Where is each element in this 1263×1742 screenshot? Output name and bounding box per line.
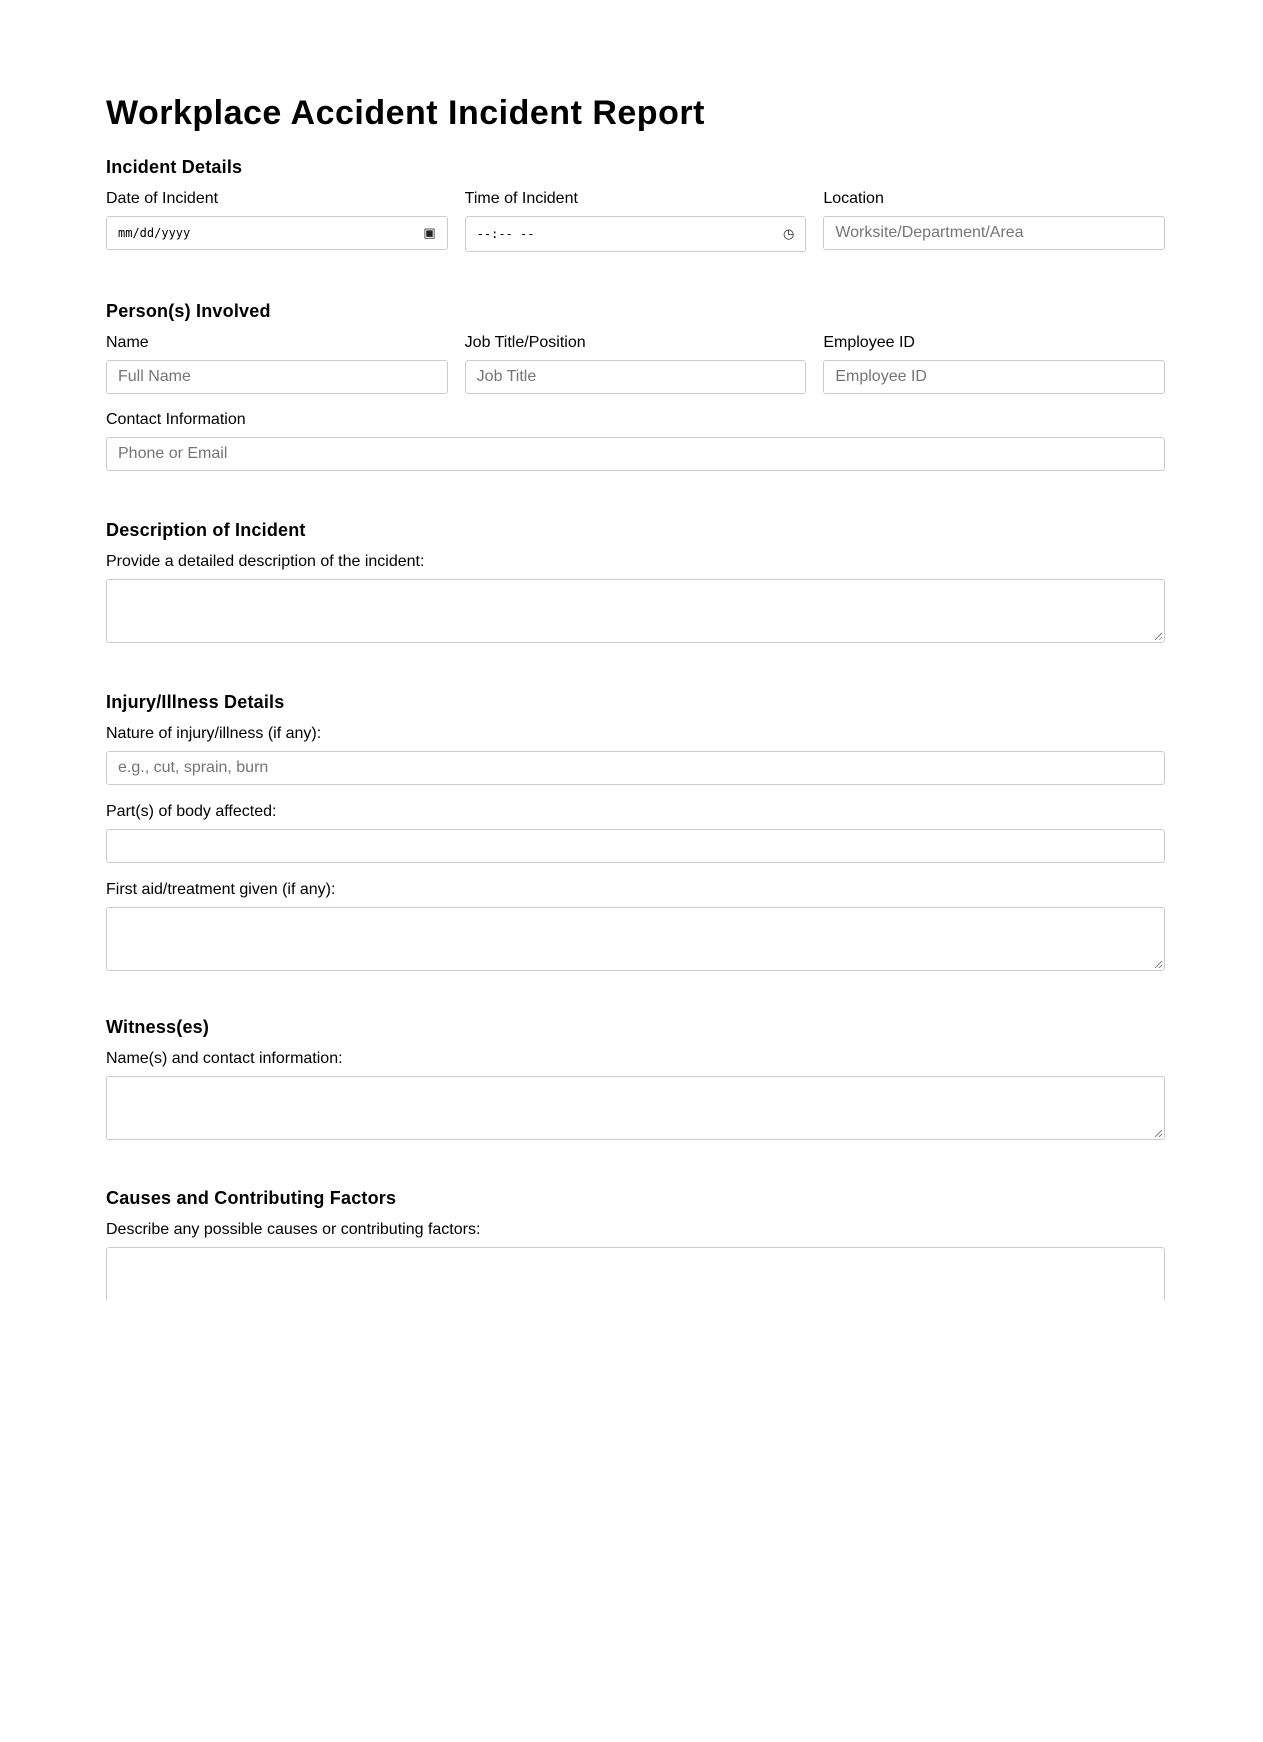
job-title-label: Job Title/Position xyxy=(464,334,586,351)
name-label: Name xyxy=(106,334,149,351)
contact-input[interactable] xyxy=(106,437,1165,471)
employee-id-placeholder: Employee ID xyxy=(835,368,927,385)
employee-id-label: Employee ID xyxy=(823,334,915,351)
calendar-icon[interactable]: ▣ xyxy=(423,225,436,240)
nature-placeholder: e.g., cut, sprain, burn xyxy=(118,759,269,776)
time-input[interactable] xyxy=(465,216,807,252)
witness-label: Name(s) and contact information: xyxy=(106,1050,343,1067)
location-placeholder: Worksite/Department/Area xyxy=(835,224,1024,241)
first-aid-label: First aid/treatment given (if any): xyxy=(106,881,336,898)
section-witnesses xyxy=(106,1017,1165,1140)
date-label: Date of Incident xyxy=(106,190,219,207)
contact-label: Contact Information xyxy=(106,411,246,428)
date-input[interactable] xyxy=(106,216,448,250)
resize-handle-icon[interactable] xyxy=(1155,633,1162,640)
first-aid-textarea[interactable] xyxy=(106,907,1165,971)
employee-id-input[interactable] xyxy=(823,360,1165,394)
job-title-input[interactable] xyxy=(465,360,807,394)
section-heading: Causes and Contributing Factors xyxy=(106,1188,397,1208)
section-heading: Incident Details xyxy=(106,157,243,177)
witness-textarea[interactable] xyxy=(106,1076,1165,1140)
date-placeholder: mm/dd/yyyy xyxy=(118,226,191,240)
section-description xyxy=(106,520,1165,643)
nature-input[interactable] xyxy=(106,751,1165,785)
page-title: Workplace Accident Incident Report xyxy=(106,94,705,132)
time-label: Time of Incident xyxy=(464,190,578,207)
description-label: Provide a detailed description of the incident: xyxy=(106,553,425,570)
section-heading: Witness(es) xyxy=(106,1017,210,1037)
name-placeholder: Full Name xyxy=(118,368,191,385)
section-heading: Person(s) Involved xyxy=(106,301,271,321)
section-causes xyxy=(106,1188,1165,1300)
section-persons-involved xyxy=(106,301,1165,471)
location-label: Location xyxy=(823,190,884,207)
clock-icon[interactable]: ◷ xyxy=(783,226,795,241)
section-incident-details xyxy=(106,157,1165,252)
job-title-placeholder: Job Title xyxy=(476,368,537,385)
resize-handle-icon[interactable] xyxy=(1155,1130,1162,1137)
section-heading: Injury/Illness Details xyxy=(106,692,285,712)
body-part-label: Part(s) of body affected: xyxy=(106,803,277,820)
causes-textarea[interactable] xyxy=(106,1247,1165,1300)
causes-label: Describe any possible causes or contributing factors: xyxy=(106,1221,481,1238)
incident-report-form xyxy=(106,0,1165,1300)
name-input[interactable] xyxy=(106,360,448,394)
contact-placeholder: Phone or Email xyxy=(118,445,228,462)
location-input[interactable] xyxy=(823,216,1165,250)
section-heading: Description of Incident xyxy=(106,520,306,540)
resize-handle-icon[interactable] xyxy=(1155,961,1162,968)
section-injury xyxy=(106,692,1165,971)
body-part-input[interactable] xyxy=(106,829,1165,863)
nature-label: Nature of injury/illness (if any): xyxy=(106,725,322,742)
description-textarea[interactable] xyxy=(106,579,1165,643)
time-placeholder: --:-- -- xyxy=(476,227,535,241)
